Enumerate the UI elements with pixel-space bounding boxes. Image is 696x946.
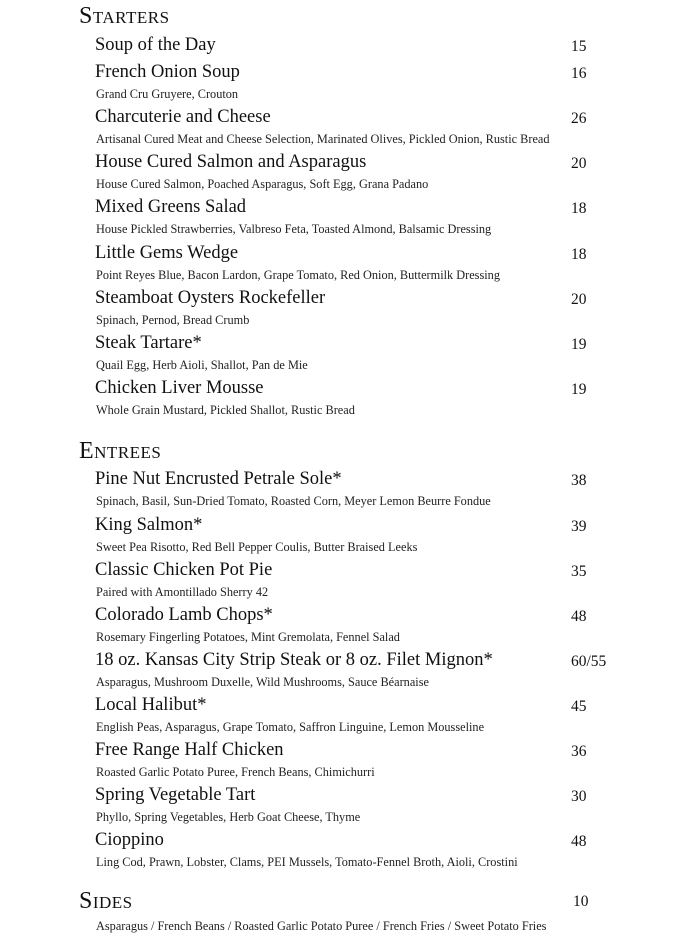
item-price: 36: [571, 743, 587, 760]
item-description: Quail Egg, Herb Aioli, Shallot, Pan de Mie: [96, 358, 308, 372]
item-description: Spinach, Pernod, Bread Crumb: [96, 313, 250, 327]
item-price: 38: [571, 472, 587, 489]
item-price: 39: [571, 518, 587, 535]
item-price: 45: [571, 698, 587, 715]
item-name: Chicken Liver Mousse: [95, 378, 264, 398]
item-description: Asparagus, Mushroom Duxelle, Wild Mushrooms, Sauce Béarnaise: [96, 675, 429, 689]
item-description: Grand Cru Gruyere, Crouton: [96, 87, 239, 101]
item-description: Rosemary Fingerling Potatoes, Mint Gremolata, Fennel Salad: [96, 630, 400, 644]
item-price: 15: [571, 38, 587, 55]
item-description: English Peas, Asparagus, Grape Tomato, Saffron Linguine, Lemon Mousseline: [96, 720, 485, 734]
sides-price: 10: [573, 893, 589, 910]
item-name: Cioppino: [95, 830, 164, 850]
item-description: Whole Grain Mustard, Pickled Shallot, Rustic Bread: [96, 403, 355, 417]
item-name: Charcuterie and Cheese: [95, 107, 271, 127]
item-description: Ling Cod, Prawn, Lobster, Clams, PEI Mussels, Tomato-Fennel Broth, Aioli, Crostini: [96, 855, 518, 869]
item-name: Steamboat Oysters Rockefeller: [95, 288, 326, 308]
starters-heading: Starters: [79, 3, 170, 29]
item-description: House Cured Salmon, Poached Asparagus, Soft Egg, Grana Padano: [96, 177, 429, 191]
item-price: 48: [571, 833, 587, 850]
item-name: Classic Chicken Pot Pie: [95, 560, 273, 580]
item-name: Little Gems Wedge: [95, 243, 239, 263]
item-name: Spring Vegetable Tart: [95, 785, 256, 805]
item-price: 60/55: [571, 653, 607, 670]
item-price: 26: [571, 110, 587, 127]
item-price: 19: [571, 336, 587, 353]
item-name: Pine Nut Encrusted Petrale Sole*: [95, 469, 342, 489]
item-price: 30: [571, 788, 587, 805]
item-price: 18: [571, 246, 587, 263]
item-name: Colorado Lamb Chops*: [95, 605, 273, 625]
item-description: Point Reyes Blue, Bacon Lardon, Grape Tomato, Red Onion, Buttermilk Dressing: [96, 268, 500, 282]
item-name: 18 oz. Kansas City Strip Steak or 8 oz. Filet Mignon*: [95, 650, 493, 670]
item-name: Steak Tartare*: [95, 333, 202, 353]
item-name: Free Range Half Chicken: [95, 740, 284, 760]
item-description: Spinach, Basil, Sun-Dried Tomato, Roasted Corn, Meyer Lemon Beurre Fondue: [96, 494, 491, 508]
item-description: Phyllo, Spring Vegetables, Herb Goat Cheese, Thyme: [96, 810, 361, 824]
sides-description: Asparagus / French Beans / Roasted Garlic Potato Puree / French Fries / Sweet Potato Fries: [96, 919, 547, 933]
item-description: House Pickled Strawberries, Valbreso Feta, Toasted Almond, Balsamic Dressing: [96, 222, 492, 236]
item-description: Roasted Garlic Potato Puree, French Beans, Chimichurri: [96, 765, 375, 779]
item-description: Artisanal Cured Meat and Cheese Selection, Marinated Olives, Pickled Onion, Rustic Bread: [96, 132, 550, 146]
item-name: King Salmon*: [95, 515, 203, 535]
item-price: 19: [571, 381, 587, 398]
item-price: 16: [571, 65, 587, 82]
item-name: French Onion Soup: [95, 62, 240, 82]
item-price: 35: [571, 563, 587, 580]
sides-heading: Sides: [79, 888, 133, 914]
item-price: 20: [571, 155, 587, 172]
item-price: 48: [571, 608, 587, 625]
item-name: Local Halibut*: [95, 695, 207, 715]
item-name: Soup of the Day: [95, 35, 216, 55]
item-price: 20: [571, 291, 587, 308]
item-description: Paired with Amontillado Sherry 42: [96, 585, 269, 599]
item-price: 18: [571, 200, 587, 217]
item-description: Sweet Pea Risotto, Red Bell Pepper Coulis, Butter Braised Leeks: [96, 540, 418, 554]
item-name: Mixed Greens Salad: [95, 197, 247, 217]
item-name: House Cured Salmon and Asparagus: [95, 152, 367, 172]
entrees-heading: Entrees: [79, 438, 162, 464]
